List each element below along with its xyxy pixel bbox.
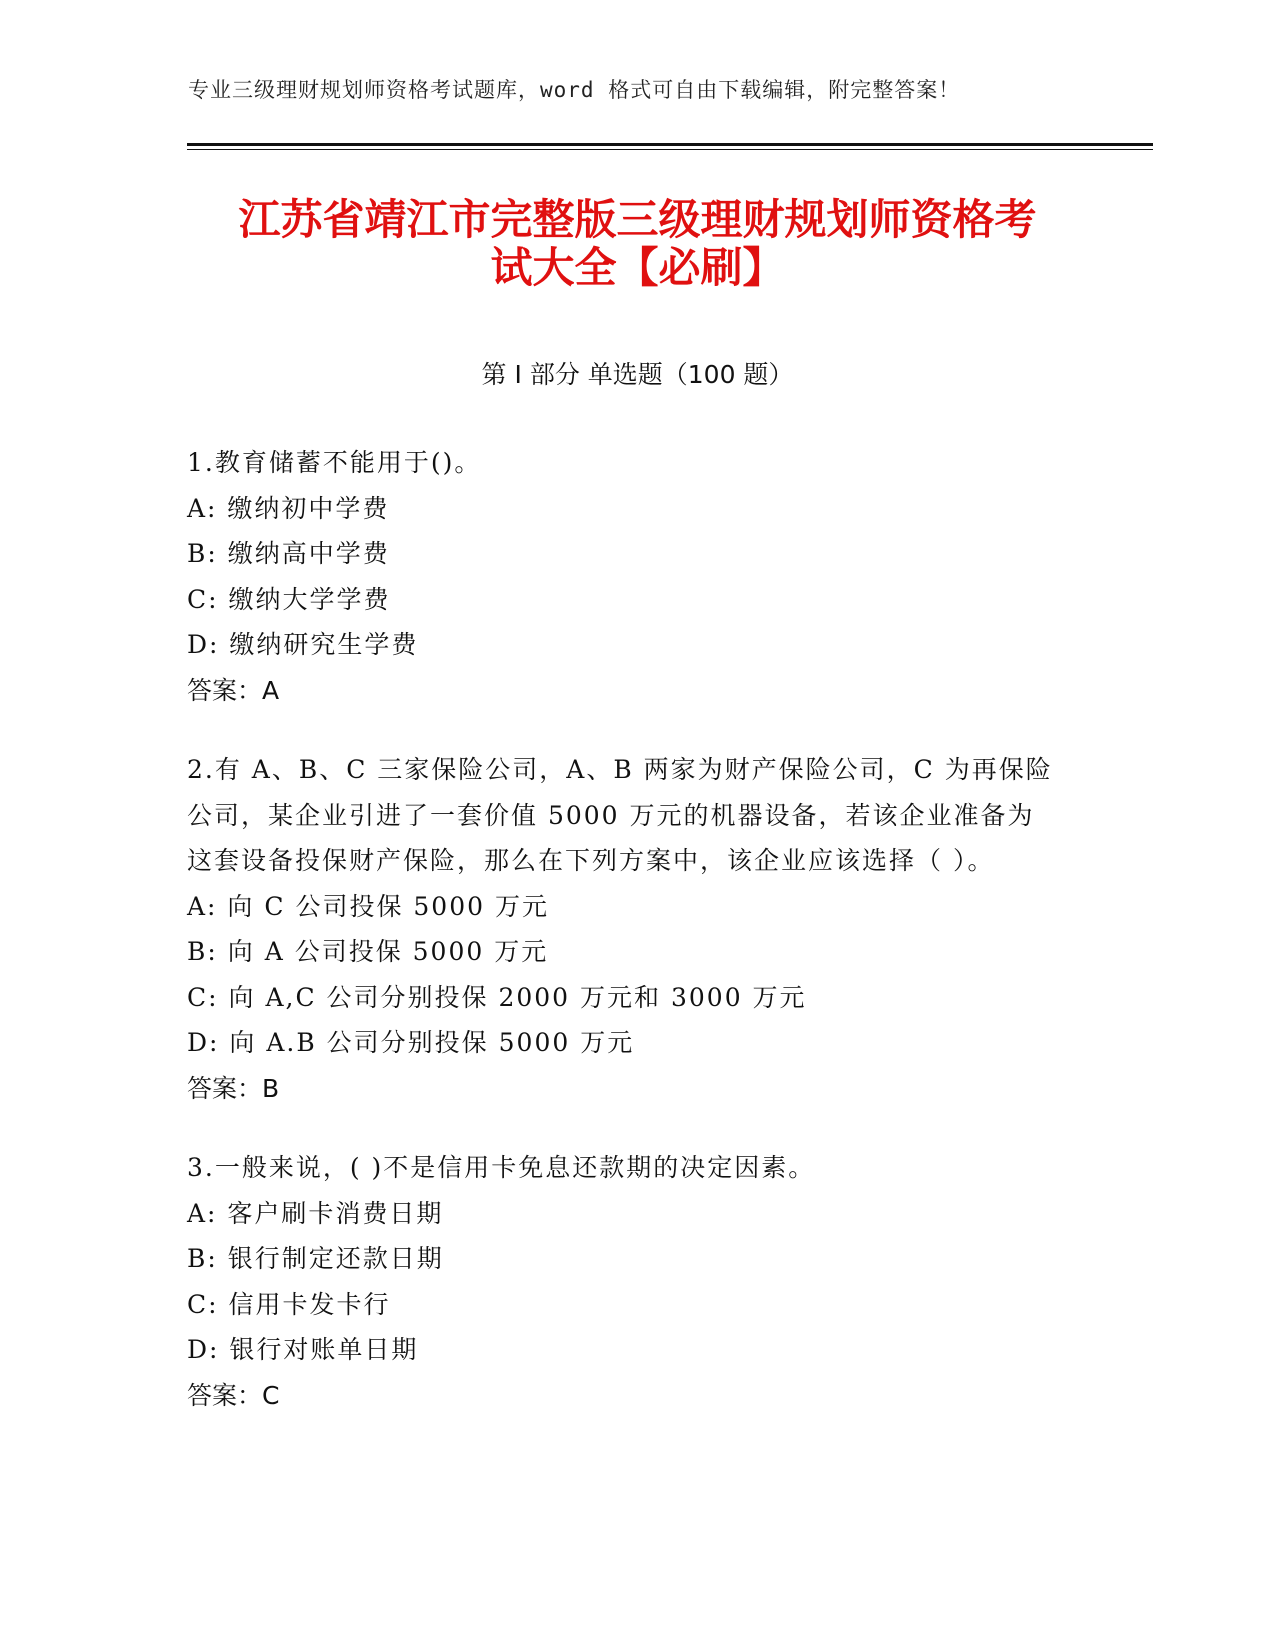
document-title <box>150 196 1125 292</box>
answer: 答案：C <box>187 1380 280 1410</box>
option-c: C: 缴纳大学学费 <box>187 584 391 614</box>
question-stem-line: 3.一般来说，( )不是信用卡免息还款期的决定因素。 <box>187 1153 816 1182</box>
option-a: A: 客户刷卡消费日期 <box>187 1198 444 1228</box>
question-3 <box>187 1145 1087 1418</box>
question-stem-line: 这套设备投保财产保险，那么在下列方案中，该企业应该选择（ ）。 <box>187 846 995 875</box>
header-rule-thin <box>187 149 1153 150</box>
option-d: D: 缴纳研究生学费 <box>187 630 419 659</box>
option-d: D: 向 A.B 公司分别投保 5000 万元 <box>187 1028 635 1057</box>
document-title-line-2: 试大全【必刷】 <box>490 243 785 292</box>
question-stem-line: 1.教育储蓄不能用于()。 <box>187 448 482 477</box>
option-b: B: 向 A 公司投保 5000 万元 <box>187 937 549 966</box>
question-stem <box>187 1145 1087 1191</box>
option-a: A: 向 C 公司投保 5000 万元 <box>187 891 549 921</box>
document-title-line-1: 江苏省靖江市完整版三级理财规划师资格考 <box>238 195 1037 244</box>
question-stem-line: 2.有 A、B、C 三家保险公司，A、B 两家为财产保险公司，C 为再保险 <box>187 755 1053 784</box>
question-stem <box>187 747 1087 884</box>
answer: 答案：A <box>187 675 280 705</box>
section-title: 第 I 部分 单选题（100 题） <box>481 360 794 389</box>
option-c: C: 向 A,C 公司分别投保 2000 万元和 3000 万元 <box>187 982 807 1012</box>
header-note: 专业三级理财规划师资格考试题库，word 格式可自由下载编辑，附完整答案！ <box>188 78 961 102</box>
option-b: B: 银行制定还款日期 <box>187 1244 444 1273</box>
header-rule-thick <box>187 143 1153 146</box>
option-c: C: 信用卡发卡行 <box>187 1289 391 1319</box>
option-a: A: 缴纳初中学费 <box>187 493 390 523</box>
answer: 答案：B <box>187 1073 280 1103</box>
question-list <box>187 440 1087 1452</box>
question-1 <box>187 440 1087 713</box>
option-b: B: 缴纳高中学费 <box>187 539 390 568</box>
question-2 <box>187 747 1087 1111</box>
question-stem-line: 公司，某企业引进了一套价值 5000 万元的机器设备，若该企业准备为 <box>187 800 1035 830</box>
question-stem <box>187 440 1087 486</box>
option-d: D: 银行对账单日期 <box>187 1335 419 1364</box>
